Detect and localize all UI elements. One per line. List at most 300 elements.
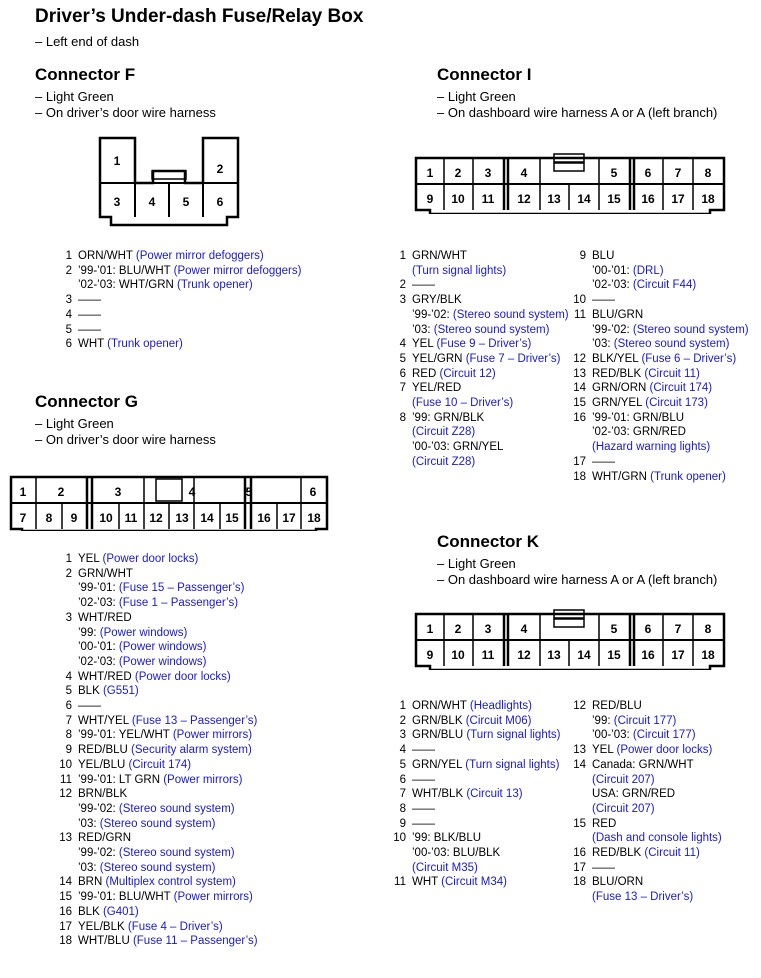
pin-number: 5 [399,758,406,771]
wire-label: —— [412,802,435,815]
pin-line [412,699,532,714]
cavity-label: 13 [175,511,189,525]
pin-number: 3 [65,294,72,307]
wire-label: GRN/BLU [412,729,467,742]
pin-number: 7 [399,788,406,801]
pin-line [78,934,258,949]
circuit-label: (Fuse 13 – Driver’s) [592,891,694,904]
wire-label: YEL/GRN [412,352,466,365]
wire-label: GRN/YEL [412,758,466,771]
wire-label: GRN/WHT [412,250,467,262]
connector-i-pin-list-right [566,249,749,484]
cavity-label: 8 [45,511,53,525]
connector-f-title: Connector F [35,65,136,84]
cavity-label: 11 [481,648,495,662]
pin-entry [566,411,749,455]
pin-line [592,293,615,308]
pin-line [78,626,206,641]
pin-number: 9 [65,744,72,757]
pin-line [78,611,206,626]
pin-line [592,817,722,832]
pin-line [412,875,507,890]
pin-line [592,278,696,293]
cavity-label: 12 [517,648,531,662]
circuit-label: (Fuse 10 – Driver’s) [412,397,514,410]
connector-i-color: – Light Green [437,89,516,104]
wire-label: ’99: BLK/BLU [412,832,482,845]
connector-f-diagram [95,135,245,227]
connector-g-diagram [8,469,330,531]
cavity-label: 17 [282,511,296,525]
wire-label: WHT/RED [78,611,132,624]
connector-f-desc [35,89,216,121]
pin-line [78,861,235,876]
pin-number: 16 [573,847,586,860]
pin-number: 10 [393,832,406,845]
pin-line [592,396,708,411]
cavity-label: 6 [644,166,652,180]
pin-entry [566,743,722,758]
pin-number: 17 [573,455,586,468]
wire-label: BLK [78,685,103,698]
pin-line [592,323,749,338]
pin-entry [566,861,722,876]
wire-label: ’99-’02: [592,323,633,336]
circuit-label: (Circuit M35) [412,861,478,874]
pin-number: 14 [573,758,586,771]
wire-label: ’99-’01: BLU/WHT [78,264,174,277]
cavity-label: 6 [216,195,224,209]
wire-label: ’99-’01: [78,582,119,595]
pin-number: 3 [399,294,406,307]
pin-entry [386,802,561,817]
wire-label: —— [592,455,615,468]
circuit-label: (Circuit M34) [441,876,507,889]
wire-label: ’02-’03: [78,655,119,668]
wire-label: BLU [592,250,615,262]
cavity-label: 14 [200,511,214,525]
pin-number: 18 [59,935,72,948]
wire-label: RED [412,367,440,380]
pin-line [592,802,694,817]
pin-entry [566,846,722,861]
circuit-label: (Turn signal lights) [466,729,561,742]
circuit-label: (Trunk opener) [107,338,183,351]
pin-line [592,728,696,743]
pin-entry [386,758,561,773]
wire-label: USA: GRN/RED [592,788,676,801]
wire-label: WHT/BLK [412,788,467,801]
circuit-label: (Fuse 6 – Driver’s) [641,352,737,365]
wire-label: BLU/ORN [592,876,644,889]
pin-number: 5 [65,685,72,698]
circuit-label: (Power door locks) [134,670,231,683]
pin-line [412,802,435,817]
pin-number: 4 [65,308,72,321]
wire-label: RED/BLK [592,847,645,860]
pin-number: 9 [399,817,406,830]
wire-label: ’99-’01: LT GRN [78,773,164,786]
pin-line [592,352,736,367]
pin-entry [52,611,258,670]
pin-entry [52,552,258,567]
pin-line [78,728,252,743]
pin-entry [52,323,301,338]
pin-number: 3 [65,611,72,624]
circuit-label: (Circuit 174) [649,382,713,395]
pin-number: 4 [399,338,406,351]
pin-entry [52,831,258,875]
cavity-label: 5 [610,166,618,180]
pin-number: 14 [573,382,586,395]
wire-label: ’02-’03: [592,279,633,292]
cavity-label: 15 [607,192,621,206]
pin-line [592,337,749,352]
circuit-label: (Trunk opener) [177,279,253,292]
wire-label: RED [592,817,617,830]
pin-number: 1 [65,250,72,262]
connector-g-desc [35,416,216,448]
pin-line [412,381,513,396]
wire-label: BLK/YEL [592,352,642,365]
connector-k-pin-list-right [566,699,722,905]
pin-line [412,728,561,743]
wire-label: ’00-’01: [592,264,633,277]
circuit-label: (Circuit F44) [632,279,697,292]
pin-number: 8 [399,802,406,815]
pin-number: 15 [573,397,586,410]
cavity-label: 15 [225,511,239,525]
cavity-label: 2 [454,166,462,180]
circuit-label: (Power windows) [118,641,207,654]
connector-k-color: – Light Green [437,556,516,571]
cavity-label: 17 [671,192,685,206]
connector-k-title: Connector K [437,532,539,551]
pin-line [412,425,503,440]
pin-line [78,567,244,582]
circuit-label: (Circuit 11) [644,847,700,860]
pin-line [78,640,206,655]
pin-line [78,596,244,611]
wire-label: WHT [78,338,108,351]
wire-label: ’00-’03: BLU/BLK [412,847,501,860]
pin-number: 17 [59,920,72,933]
wire-label: ’02-’03: WHT/GRN [78,279,178,292]
pin-number: 5 [399,352,406,365]
circuit-label: (Turn signal lights) [465,758,560,771]
circuit-label: (Circuit Z28) [412,455,476,468]
pin-line [78,670,231,685]
pin-number: 10 [573,294,586,307]
circuit-label: (Security alarm system) [131,744,252,757]
wire-label: YEL/BLU [78,758,129,771]
wire-label: ’99-’02: [412,308,453,321]
pin-line [78,323,101,338]
pin-entry [566,308,749,352]
circuit-label: (Circuit Z28) [412,426,476,439]
circuit-label: (Circuit 12) [439,367,496,380]
cavity-label: 10 [451,648,465,662]
connector-g-title: Connector G [35,392,138,411]
pin-number: 18 [573,470,586,483]
wire-label: ’00-’03: GRN/YEL [412,441,504,454]
wire-label: —— [78,308,101,321]
cavity-label: 3 [484,622,492,636]
connector-i-pin-list-left [386,249,569,470]
pin-line [412,308,569,323]
circuit-label: (Stereo sound system) [613,338,730,351]
circuit-label: (Power windows) [99,626,188,639]
cavity-label: 1 [426,166,434,180]
cavity-label: 5 [182,195,190,209]
cavity-label: 8 [704,166,712,180]
pin-entry [566,396,749,411]
pin-line [78,905,139,920]
connector-k-location: – On dashboard wire harness A or A (left branch) [437,572,718,587]
cavity-label: 16 [641,192,655,206]
circuit-label: (Circuit 174) [128,758,192,771]
pin-line [592,249,696,264]
cavity-label: 5 [610,622,618,636]
pin-entry [566,470,749,485]
pin-line [78,817,235,832]
pin-line [412,817,435,832]
pin-entry [386,381,569,410]
pin-entry [52,308,301,323]
pin-line [592,831,722,846]
pin-entry [386,278,569,293]
circuit-label: (Power mirrors) [173,891,253,904]
pin-entry [52,787,258,831]
pin-line [592,425,710,440]
cavity-label: 18 [701,192,715,206]
page-title: Driver’s Under-dash Fuse/Relay Box [35,6,364,27]
wire-label: WHT/BLU [78,935,133,948]
pin-line [78,787,235,802]
pin-line [78,802,235,817]
pin-entry [386,817,561,832]
pin-number: 11 [574,308,586,321]
cavity-label: 13 [547,192,561,206]
circuit-label: (Stereo sound system) [632,323,749,336]
circuit-label: (G401) [102,905,139,918]
cavity-label: 4 [520,166,528,180]
pin-number: 15 [59,891,72,904]
circuit-label: (Power mirror defoggers) [173,264,302,277]
pin-number: 6 [399,773,406,786]
cavity-label: 2 [57,485,65,499]
pin-entry [386,714,561,729]
pin-number: 10 [59,758,72,771]
pin-entry [386,743,561,758]
pin-line [592,787,694,802]
pin-line [78,743,252,758]
pin-entry [566,758,722,817]
wire-label: ’99: [78,626,100,639]
pin-number: 1 [65,553,72,565]
pin-entry [52,934,258,949]
pin-line [592,308,749,323]
pin-line [412,367,496,382]
pin-line [592,367,700,382]
cavity-label: 8 [704,622,712,636]
circuit-label: (Power mirrors) [172,729,253,742]
pin-entry [52,728,258,743]
pin-line [412,455,503,470]
wire-label: RED/GRN [78,832,132,845]
pin-entry [386,773,561,788]
circuit-label: (Trunk opener) [650,470,726,483]
wire-label: ’99-’01: BLU/WHT [78,891,174,904]
pin-number: 16 [59,905,72,918]
circuit-label: (DRL) [632,264,664,277]
circuit-label: (Fuse 7 – Driver’s) [465,352,561,365]
circuit-label: (Stereo sound system) [118,802,235,815]
cavity-label: 10 [451,192,465,206]
circuit-label: (Circuit 177) [632,729,696,742]
page-subtitle: – Left end of dash [35,34,140,49]
pin-number: 1 [399,250,406,262]
pin-number: 13 [573,367,586,380]
connector-g-location: – On driver’s door wire harness [35,432,216,447]
pin-line [412,831,500,846]
circuit-label: (Hazard warning lights) [592,441,711,454]
wire-label: ’99-’02: [78,802,119,815]
wire-label: WHT/RED [78,670,135,683]
circuit-label: (G551) [102,685,139,698]
wire-label: —— [78,294,101,307]
circuit-label: (Fuse 1 – Passenger’s) [118,597,239,610]
cavity-label: 1 [113,154,121,168]
wire-label: ’03: [78,861,100,874]
wire-label: GRN/ORN [592,382,650,395]
pin-entry [386,728,561,743]
wire-label: —— [412,773,435,786]
wire-label: ’99: [592,714,614,727]
wire-label: —— [412,744,435,757]
wire-label: —— [412,279,435,292]
pin-number: 12 [573,700,586,712]
connector-i-title: Connector I [437,65,532,84]
pin-number: 4 [65,670,72,683]
pin-entry [52,699,258,714]
cavity-label: 7 [19,511,27,525]
circuit-label: (Stereo sound system) [433,323,550,336]
pin-number: 13 [573,744,586,757]
cavity-label: 1 [426,622,434,636]
pin-number: 15 [573,817,586,830]
pin-entry [52,264,301,293]
cavity-label: 12 [517,192,531,206]
connector-k-diagram [412,608,728,670]
wire-label: WHT [412,876,442,889]
circuit-label: (Circuit 207) [592,773,655,786]
wire-label: ’99: GRN/BLK [412,411,485,424]
pin-number: 5 [65,323,72,336]
pin-line [412,743,435,758]
pin-number: 14 [59,876,72,889]
pin-entry [566,367,749,382]
circuit-label: (Turn signal lights) [412,264,507,277]
circuit-label: (Fuse 9 – Driver’s) [436,338,532,351]
pin-line [78,278,301,293]
pin-entry [52,337,301,352]
cavity-label: 13 [547,648,561,662]
pin-entry [52,920,258,935]
pin-line [412,411,503,426]
cavity-label: 4 [520,622,528,636]
pin-entry [566,352,749,367]
pin-entry [52,890,258,905]
wire-label: YEL [592,744,617,757]
connector-i-desc [437,89,717,121]
pin-number: 12 [59,788,72,801]
pin-line [78,552,198,567]
pin-entry [52,684,258,699]
wire-label: ’03: [78,817,100,830]
pin-entry [386,411,569,470]
pin-number: 17 [573,861,586,874]
wire-label: YEL [412,338,437,351]
pin-line [412,861,500,876]
pin-number: 8 [65,729,72,742]
pin-entry [566,817,722,846]
pin-line [592,264,696,279]
pin-line [592,758,694,773]
wire-label: BRN/BLK [78,788,128,801]
cavity-label: 2 [216,162,224,176]
wire-label: —— [592,861,615,874]
pin-entry [386,875,561,890]
wire-label: GRY/BLK [412,294,462,307]
circuit-label: (Circuit 173) [645,397,708,410]
cavity-label: 4 [148,195,156,209]
cavity-label: 15 [607,648,621,662]
circuit-label: (Fuse 4 – Driver’s) [127,920,223,933]
pin-number: 2 [399,279,406,292]
pin-line [78,684,139,699]
circuit-label: (Dash and console lights) [592,832,722,845]
pin-entry [52,743,258,758]
cavity-label: 18 [701,648,715,662]
cavity-label: 3 [113,195,121,209]
pin-number: 6 [399,367,406,380]
circuit-label: (Circuit 207) [592,802,655,815]
wire-label: YEL [78,553,103,565]
wire-label: YEL/RED [412,382,462,395]
pin-line [592,890,693,905]
pin-line [78,773,242,788]
wire-label: ’03: [412,323,434,336]
pin-entry [566,249,749,293]
wire-label: BLU/GRN [592,308,644,321]
pin-number: 6 [65,338,72,351]
pin-line [592,743,712,758]
circuit-label: (Headlights) [469,700,532,712]
pin-line [78,875,236,890]
pin-entry [566,875,722,904]
cavity-label: 4 [188,485,196,499]
wire-label: —— [78,700,101,713]
circuit-label: (Power windows) [118,655,207,668]
wire-label: BRN [78,876,106,889]
pin-line [592,381,712,396]
wire-label: —— [412,817,435,830]
connector-f-pin-list [52,249,301,352]
pin-line [412,787,523,802]
wire-label: ’99-’02: [78,847,119,860]
circuit-label: (Power door locks) [102,553,199,565]
